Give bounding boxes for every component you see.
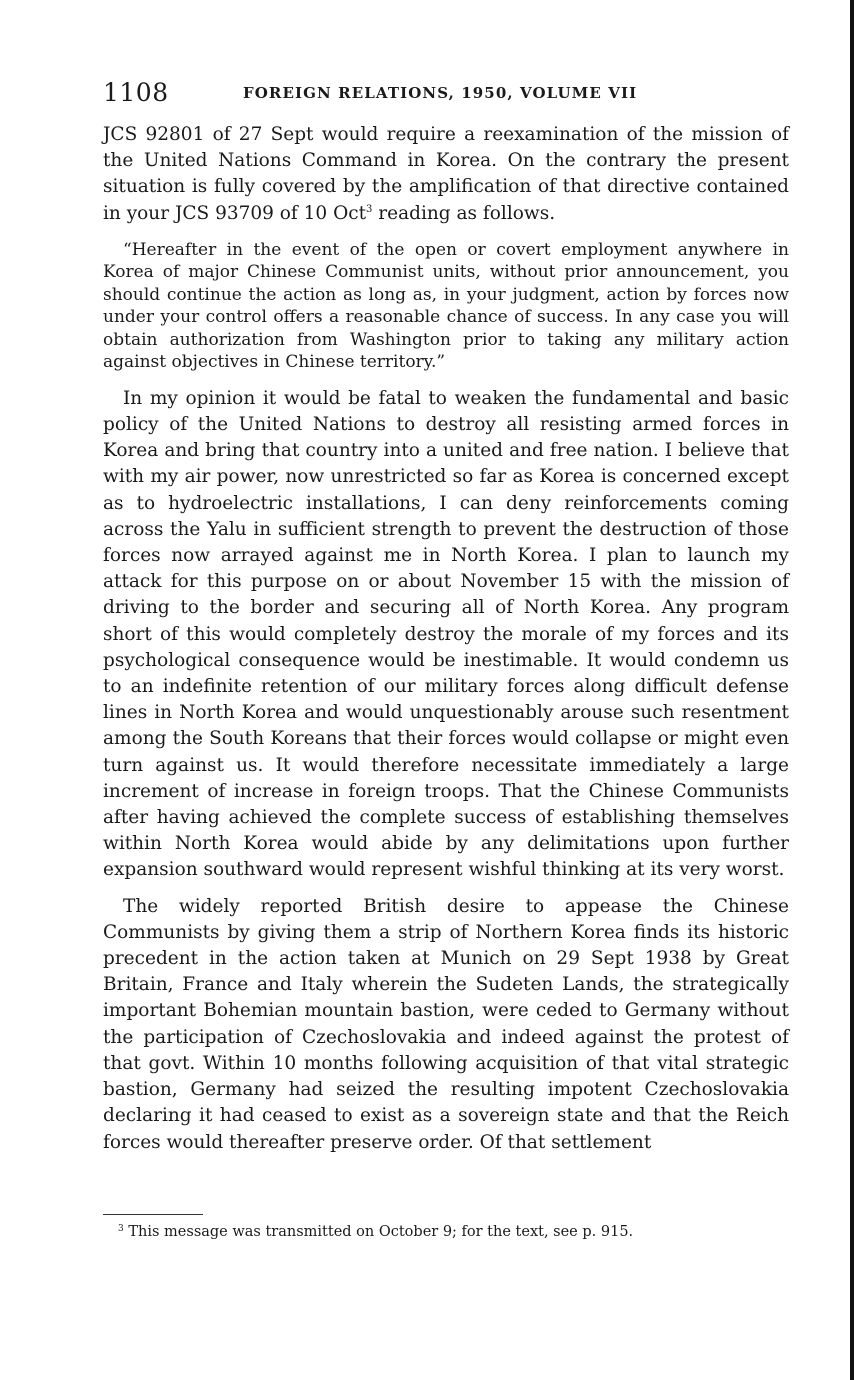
body-text: [103, 122, 789, 1156]
paragraph-3: The widely reported British desire to appease the Chinese Communists by giving them a strip of Northern Korea finds its historic precedent in the action taken at Munich on 29 Sept 1938 by Great Britain, France and Italy wherein the Sudeten Lands, the strategically important Bohemian mountain bastion, were ceded to Germany without the participation of Czechoslovakia and indeed against the protest of that govt. Within 10 months following acquisition of that vital strategic bastion, Germany had seized the resulting impotent Czechoslovakia declaring it had ceased to exist as a sovereign state and that the Reich forces would thereafter preserve order. Of that settlement: [103, 895, 789, 1153]
paragraph-1-text: JCS 92801 of 27 Sept would require a reexamination of the mission of the United Nations Command in Korea. On the contrary the present situation is fully covered by the amplification of that directive contained in your JCS 93709 of 10 Oct: [103, 124, 789, 224]
footnote-rule: [103, 1214, 203, 1215]
running-head: FOREIGN RELATIONS, 1950, VOLUME VII: [243, 84, 638, 102]
footnote-text: This message was transmitted on October 9; for the text, see p. 915.: [123, 1224, 634, 1240]
paragraph-1-tail: reading as follows.: [372, 202, 556, 224]
footnote-reference: 3: [366, 203, 373, 215]
paragraph-1: [103, 122, 789, 227]
page-header: [103, 78, 789, 110]
block-quote: “Hereafter in the event of the open or covert employment anywhere in Korea of major Chinese Communist units, without prior announcement, you should continue the action as long as, in your judgment, action by forces now under your control offers a reasonable chance of success. In any case you will obtain authorization from Washington prior to taking any military action against objectives in Chinese territory.”: [103, 239, 789, 373]
footnote: [118, 1222, 778, 1242]
footnote-marker: 3: [118, 1224, 124, 1234]
page-number: 1108: [103, 78, 169, 107]
paragraph-2: In my opinion it would be fatal to weaken the fundamental and basic policy of the United Nations to destroy all resisting armed forces in Korea and bring that country into a united and free nation. I believe that with my air power, now unrestricted so far as Korea is concerned except as to hydroelectric installations, I can deny reinforcements coming across the Yalu in sufficient strength to prevent the destruction of those forces now arrayed against me in North Korea. I plan to launch my attack for this purpose on or about November 15 with the mission of driving to the border and securing all of North Korea. Any program short of this would completely destroy the morale of my forces and its psychological consequence would be inestimable. It would condemn us to an indefinite retention of our military forces along difficult defense lines in North Korea and would unquestionably arouse such resentment among the South Koreans that their forces would collapse or might even turn against us. It would therefore necessitate immediately a large increment of increase in foreign troops. That the Chinese Communists after having achieved the complete success of establishing themselves within North Korea would abide by any delimitations upon further expansion southward would represent wishful thinking at its very worst.: [103, 387, 789, 881]
